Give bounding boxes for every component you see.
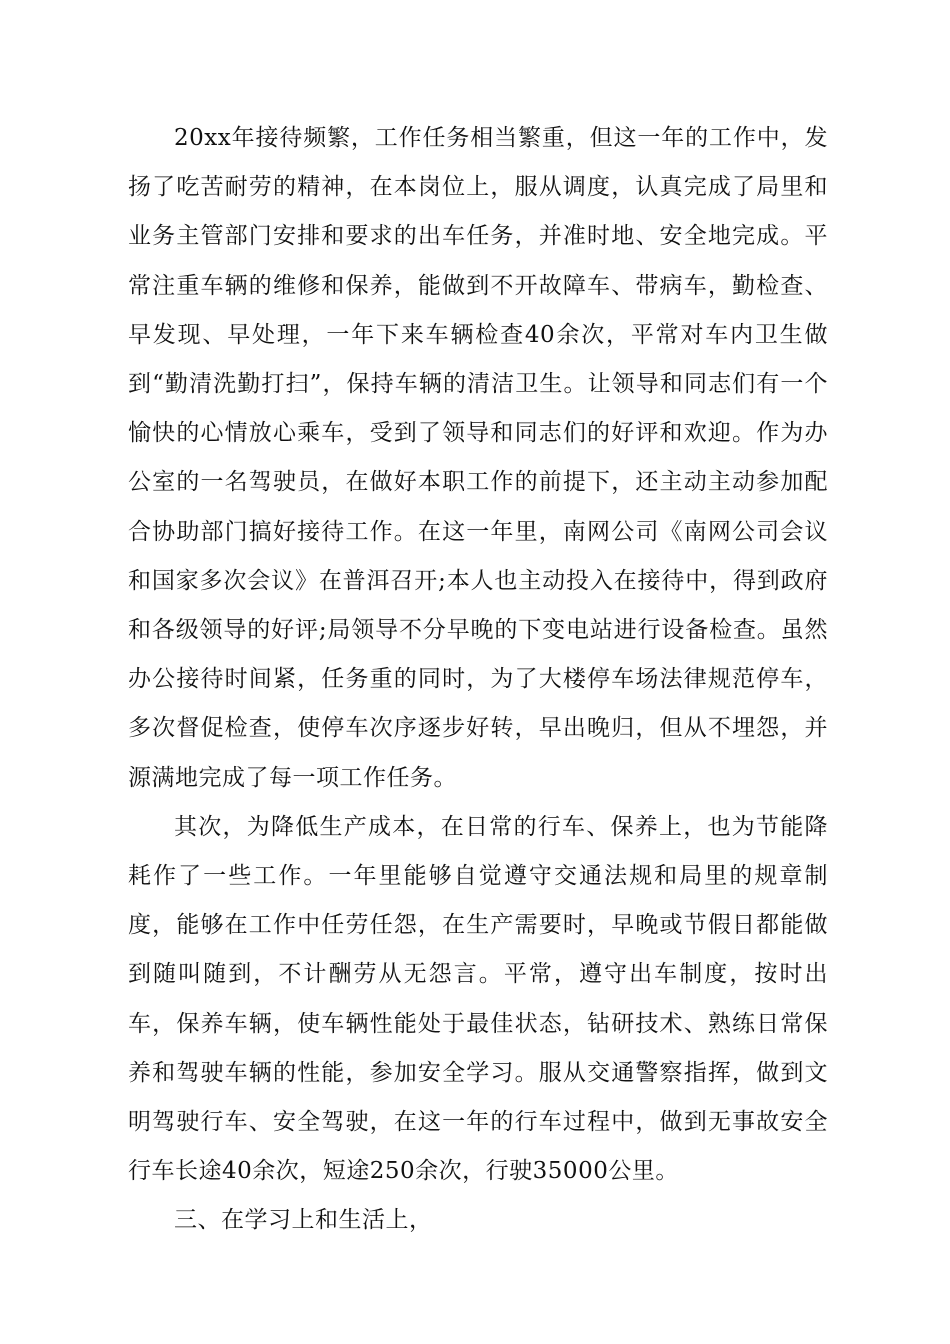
section-heading-study-life: 三、在学习上和生活上， bbox=[174, 1207, 433, 1234]
paragraph-cost-reduction: 其次，为降低生产成本，在日常的行车、保养上，也为节能降耗作了一些工作。一年里能够自觉遵守交通法规和局里的规章制度，能够在工作中任劳任怨，在生产需要时，早晚或节假日都能做到随叫随到，不计酬劳从无怨言。平常，遵守出车制度，按时出车，保养车辆，使车辆性能处于最佳状态，钻研技术、熟练日常保养和驾驶车辆的性能，参加安全学习。服从交通警察指挥，做到文明驾驶行车、安全驾驶，在这一年的行车过程中，做到无事故安全行车长途40余次，短途250余次，行驶35000公里。 bbox=[128, 813, 828, 1185]
document-page bbox=[128, 114, 828, 1246]
paragraph-work-summary: 20xx年接待频繁，工作任务相当繁重，但这一年的工作中，发扬了吃苦耐劳的精神，在本岗位上，服从调度，认真完成了局里和业务主管部门安排和要求的出车任务，并准时地、安全地完成。平常注重车辆的维修和保养，能做到不开故障车、带病车，勤检查、早发现、早处理，一年下来车辆检查40余次，平常对车内卫生做到“勤清洗勤打扫”，保持车辆的清洁卫生。让领导和同志们有一个愉快的心情放心乘车，受到了领导和同志们的好评和欢迎。作为办公室的一名驾驶员，在做好本职工作的前提下，还主动主动参加配合协助部门搞好接待工作。在这一年里，南网公司《南网公司会议和国家多次会议》在普洱召开;本人也主动投入在接待中，得到政府和各级领导的好评;局领导不分早晚的下变电站进行设备检查。虽然办公接待时间紧，任务重的同时，为了大楼停车场法律规范停车，多次督促检查，使停车次序逐步好转，早出晚归，但从不埋怨，并源满地完成了每一项工作任务。 bbox=[128, 125, 828, 791]
